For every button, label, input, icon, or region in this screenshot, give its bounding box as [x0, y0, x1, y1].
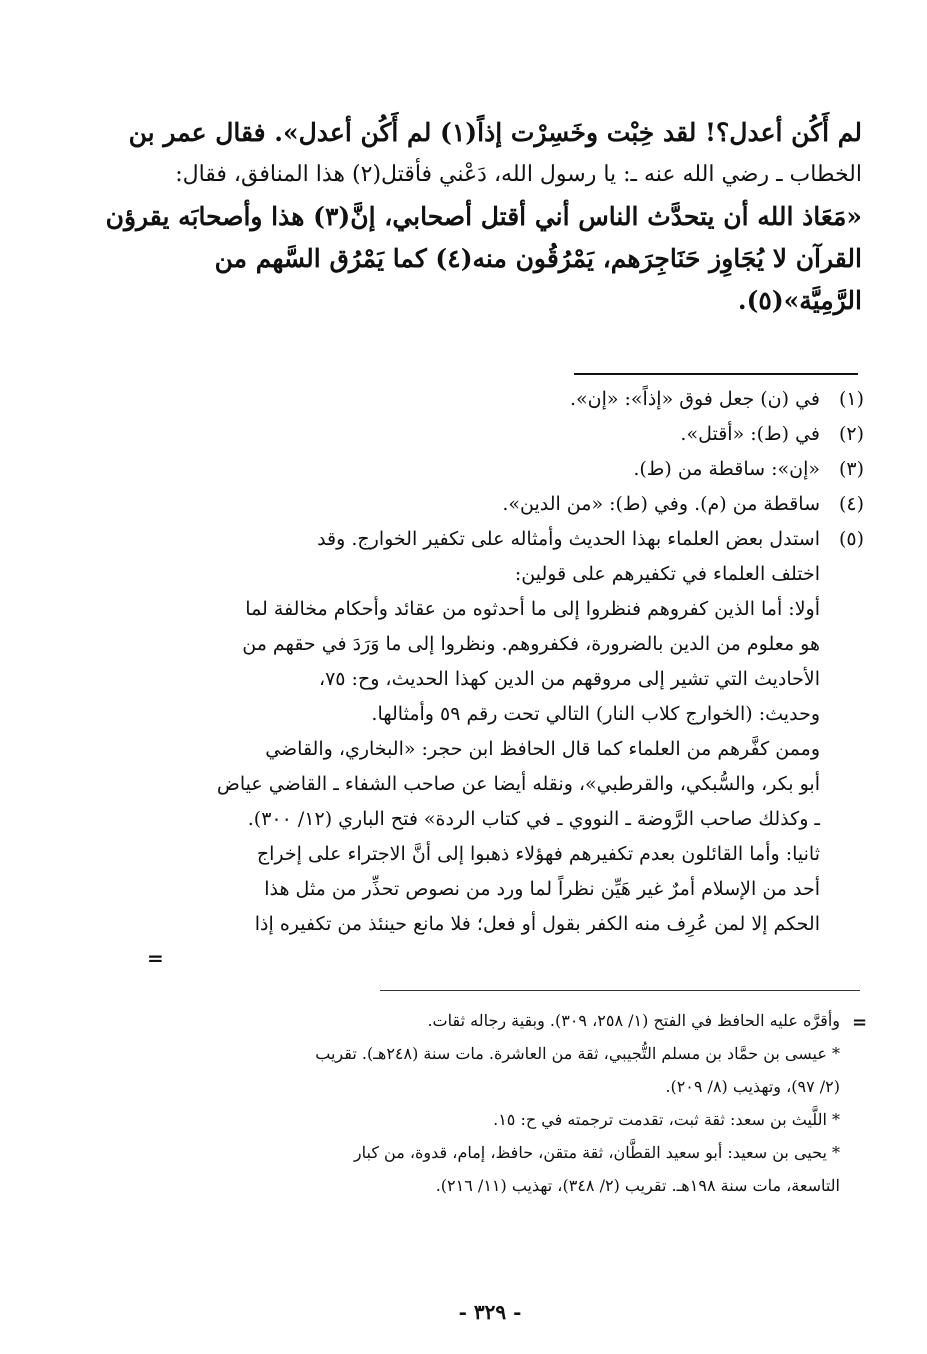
footnotes-block — [140, 382, 864, 942]
footnote-2 — [140, 417, 864, 452]
footnote-number: (٥) — [838, 528, 864, 550]
page-number: - ٣٢٩ - — [458, 1300, 522, 1324]
footnote-5 — [140, 522, 864, 557]
narrator-note-line: (٢/ ٩٧)، وتهذيب (٨/ ٢٠٩). — [665, 1077, 840, 1096]
main-body-text — [105, 112, 862, 322]
narrator-note-line: * اللَّيث بن سعد: ثقة ثبت، تقدمت ترجمته في ح: ١٥. — [493, 1110, 840, 1129]
footnote-number: (٣) — [838, 458, 864, 480]
footnote-5-line: ـ وكذلك صاحب الرَّوضة ـ النووي ـ في كتاب الردة» فتح الباري (١٢/ ٣٠٠). — [247, 808, 820, 830]
footnote-text: في (ن) جعل فوق «إذاً»: «إن». — [569, 388, 820, 410]
narrator-note-line: وأقرَّه عليه الحافظ في الفتح (١/ ٢٥٨، ٣٠٩). وبقية رجاله ثقات. — [427, 1011, 840, 1030]
footnote-text: استدل بعض العلماء بهذا الحديث وأمثاله على تكفير الخوارج. وقد — [317, 528, 820, 550]
footnote-text: في (ط): «أقتل». — [680, 423, 820, 445]
main-line-3: «مَعَاذ الله أن يتحدَّث الناس أني أقتل أصحابي، إنَّ(٣) هذا وأصحابَه يقرؤن — [105, 202, 862, 231]
footnote-5-line: ثانيا: وأما القائلون بعدم تكفيرهم فهؤلاء ذهبوا إلى أنَّ الاجتراء على إخراج — [256, 843, 820, 865]
footnote-5-line: وحديث: (الخوارج كلاب النار) التالي تحت رقم ٥٩ وأمثالها. — [371, 703, 820, 725]
footnote-5-line: أحد من الإسلام أمرٌ غير هَيِّن نظراً لما ورد من نصوص تحذِّر من مثل هذا — [264, 878, 820, 900]
footnote-4 — [140, 487, 864, 522]
main-line-4: القرآن لا يُجَاوِز حَنَاجِرَهم، يَمْرُقُون منه(٤) كما يَمْرُق السَّهم من — [214, 244, 862, 273]
narrator-notes — [150, 1004, 840, 1202]
footnote-5-line: اختلف العلماء في تكفيرهم على قولين: — [514, 563, 820, 585]
footnote-5-line: الحكم إلا لمن عُرِف منه الكفر بقول أو فعل؛ فلا مانع حينئذ من تكفيره إذا — [254, 913, 820, 935]
continuation-mark-notes: = — [852, 1012, 868, 1033]
main-line-5: الرَّمِيَّة»(٥). — [737, 286, 862, 315]
footnote-text: «إن»: ساقطة من (ط). — [633, 458, 820, 480]
footnote-5-line: أولا: أما الذين كفروهم فنظروا إلى ما أحدثوه من عقائد وأحكام مخالفة لما — [245, 598, 820, 620]
lower-separator — [380, 990, 860, 991]
narrator-note-line: * عيسى بن حمَّاد بن مسلم التُّجيبي، ثقة من العاشرة. مات سنة (٢٤٨هـ). تقريب — [315, 1044, 840, 1063]
footnote-1 — [140, 382, 864, 417]
footnote-5-line: وممن كفَّرهم من العلماء كما قال الحافظ ابن حجر: «البخاري، والقاضي — [265, 738, 820, 760]
footnote-5-line: الأحاديث التي تشير إلى مروقهم من الدين كهذا الحديث، وح: ٧٥، — [318, 668, 820, 690]
footnote-number: (٢) — [838, 423, 864, 445]
narrator-note-line: * يحيى بن سعيد: أبو سعيد القطَّان، ثقة متقن، حافظ، إمام، قدوة، من كبار — [353, 1143, 840, 1162]
footnote-number: (١) — [838, 388, 864, 410]
footnote-5-line: أبو بكر، والسُّبكي، والقرطبي»، ونقله أيضا عن صاحب الشفاء ـ القاضي عياض — [216, 773, 820, 795]
main-line-1: لم أَكُن أعدل؟! لقد خِبْت وخَسِرْت إذاً(١) لم أَكُن أعدل». فقال عمر بن — [128, 118, 862, 147]
narrator-note-line: التاسعة، مات سنة ١٩٨هـ. تقريب (٢/ ٣٤٨)، تهذيب (١١/ ٢١٦). — [435, 1176, 840, 1195]
continuation-mark-footnote: = — [147, 946, 164, 970]
footnote-number: (٤) — [838, 493, 864, 515]
footnote-separator — [574, 373, 858, 375]
footnote-5-line: هو معلوم من الدين بالضرورة، فكفروهم. ونظروا إلى ما وَرَدَ في حقهم من — [242, 633, 820, 655]
footnote-3 — [140, 452, 864, 487]
main-line-2: الخطاب ـ رضي الله عنه ـ: يا رسول الله، دَعْني فأقتل(٢) هذا المنافق، فقال: — [175, 162, 862, 187]
footnote-text: ساقطة من (م). وفي (ط): «من الدين». — [502, 493, 820, 515]
